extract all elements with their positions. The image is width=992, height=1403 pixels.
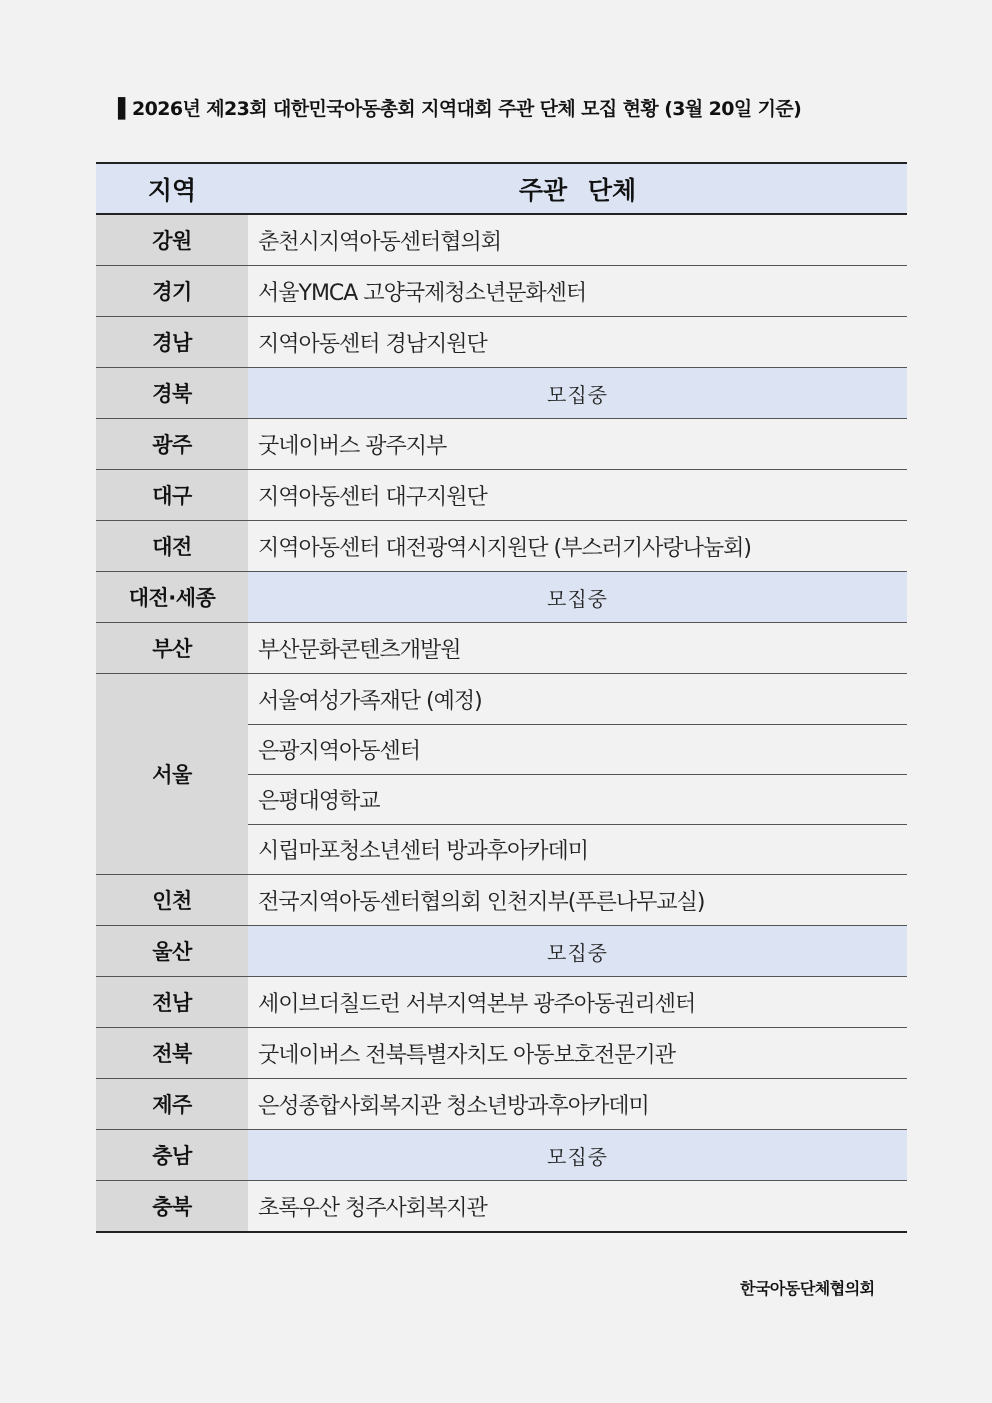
- region-cell: 충북: [96, 1181, 248, 1233]
- region-cell: 경북: [96, 368, 248, 419]
- publisher-name: 한국아동단체협의회: [740, 1279, 875, 1298]
- recruiting-status-cell: 모집중: [248, 1130, 907, 1181]
- table-row: [96, 977, 907, 1028]
- region-cell: 인천: [96, 875, 248, 926]
- table-row: [96, 926, 907, 977]
- organizer-cell: 서울여성가족재단 (예정): [248, 674, 907, 725]
- recruiting-status-cell: 모집중: [248, 368, 907, 419]
- organizer-cell: 서울YMCA 고양국제청소년문화센터: [248, 266, 907, 317]
- recruiting-status-cell: 모집중: [248, 926, 907, 977]
- region-cell: 광주: [96, 419, 248, 470]
- organizer-cell: 초록우산 청주사회복지관: [248, 1181, 907, 1233]
- region-cell: 서울: [96, 674, 248, 875]
- region-column-header: 지역: [96, 163, 248, 214]
- region-cell: 울산: [96, 926, 248, 977]
- organizer-cell: 은성종합사회복지관 청소년방과후아카데미: [248, 1079, 907, 1130]
- table-row: [96, 266, 907, 317]
- region-cell: 충남: [96, 1130, 248, 1181]
- region-cell: 경기: [96, 266, 248, 317]
- organizer-cell: 지역아동센터 대구지원단: [248, 470, 907, 521]
- table-row: [96, 674, 907, 725]
- organizer-cell: 부산문화콘텐츠개발원: [248, 623, 907, 674]
- table-row: [96, 1079, 907, 1130]
- organizer-cell: 은평대영학교: [248, 775, 907, 825]
- page-title: ▌2026년 제23회 대한민국아동총회 지역대회 주관 단체 모집 현황 (3월 20일 기준): [118, 98, 802, 120]
- table-row: [96, 521, 907, 572]
- organizer-cell: 지역아동센터 대전광역시지원단 (부스러기사랑나눔회): [248, 521, 907, 572]
- table-header-row: [96, 163, 907, 214]
- region-cell: 부산: [96, 623, 248, 674]
- table-row: [96, 1181, 907, 1233]
- table-row: [96, 470, 907, 521]
- organizer-cell: 전국지역아동센터협의회 인천지부(푸른나무교실): [248, 875, 907, 926]
- table-row: [96, 214, 907, 266]
- table-row: [96, 368, 907, 419]
- table-row: [96, 1028, 907, 1079]
- table-row: [96, 317, 907, 368]
- organizer-column-header: 주관 단체: [248, 163, 907, 214]
- organizer-cell: 시립마포청소년센터 방과후아카데미: [248, 825, 907, 875]
- table-row: [96, 875, 907, 926]
- organizer-cell: 굿네이버스 전북특별자치도 아동보호전문기관: [248, 1028, 907, 1079]
- organizer-cell: 춘천시지역아동센터협의회: [248, 214, 907, 266]
- table-body: [96, 214, 907, 1232]
- region-cell: 전남: [96, 977, 248, 1028]
- table-row: [96, 1130, 907, 1181]
- region-cell: 대구: [96, 470, 248, 521]
- region-cell: 대전: [96, 521, 248, 572]
- organizer-cell: 세이브더칠드런 서부지역본부 광주아동권리센터: [248, 977, 907, 1028]
- table-row: [96, 572, 907, 623]
- organizer-cell: 굿네이버스 광주지부: [248, 419, 907, 470]
- region-cell: 제주: [96, 1079, 248, 1130]
- organizer-cell: 지역아동센터 경남지원단: [248, 317, 907, 368]
- recruiting-status-cell: 모집중: [248, 572, 907, 623]
- region-cell: 강원: [96, 214, 248, 266]
- organizer-table: [96, 162, 907, 1233]
- organizer-cell: 은광지역아동센터: [248, 725, 907, 775]
- table-row: [96, 623, 907, 674]
- region-cell: 전북: [96, 1028, 248, 1079]
- region-cell: 대전·세종: [96, 572, 248, 623]
- table-row: [96, 419, 907, 470]
- region-cell: 경남: [96, 317, 248, 368]
